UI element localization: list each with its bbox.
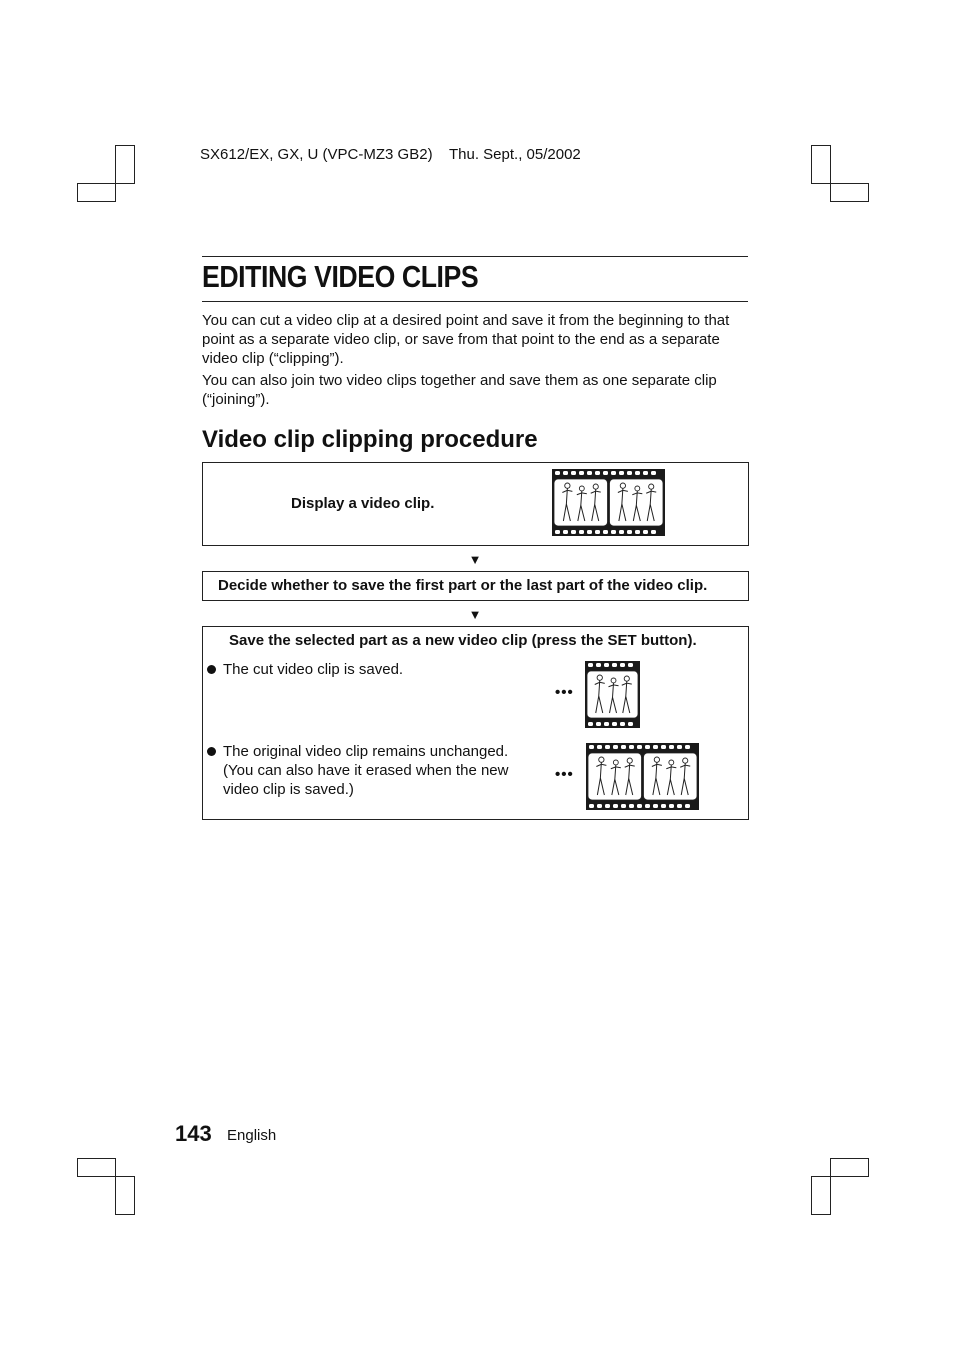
crop-mark-top-left-horizontal — [77, 183, 116, 202]
intro-paragraph-1: You can cut a video clip at a desired point and save it from the beginning to that point as a separate video clip, or save from that point to the end as a separate video clip (“clipping”). — [202, 312, 730, 367]
intro-paragraph-2: You can also join two video clips together and save them as one separate clip (“joining”). — [202, 372, 717, 408]
crop-mark-bottom-left-vertical — [115, 1176, 135, 1215]
step-2-text: Decide whether to save the first part or the last part of the video clip. — [218, 577, 708, 594]
crop-mark-bottom-left-horizontal — [77, 1158, 116, 1177]
title-rule-bottom — [202, 301, 748, 302]
filmstrip-icon — [552, 469, 665, 541]
header-date: Thu. Sept., 05/2002 — [448, 146, 581, 163]
page-number: 143 — [175, 1121, 212, 1146]
step-box-1 — [202, 462, 749, 546]
step-1-text: Display a video clip. — [291, 495, 435, 512]
bullet-item-cut-saved — [223, 660, 523, 679]
print-header — [200, 146, 581, 163]
crop-mark-top-right-horizontal — [830, 183, 869, 202]
section-title: Video clip clipping procedure — [202, 426, 538, 453]
bullet-text: The cut video clip is saved. — [223, 661, 404, 678]
title-rule-top — [202, 256, 748, 257]
filmstrip-icon — [586, 743, 699, 815]
header-model: SX612/EX, GX, U (VPC-MZ3 GB2) — [200, 146, 433, 163]
down-triangle-icon: ▼ — [468, 552, 482, 567]
crop-mark-top-right-vertical — [811, 145, 831, 184]
crop-mark-top-left-vertical — [115, 145, 135, 184]
filmstrip-icon — [585, 661, 640, 733]
ellipsis-1: ••• — [555, 684, 574, 701]
crop-mark-bottom-right-vertical — [811, 1176, 831, 1215]
bullet-icon — [207, 747, 216, 756]
ellipsis-2: ••• — [555, 766, 574, 783]
footer-language: English — [227, 1127, 277, 1144]
bullet-text: The original video clip remains unchanged. (You can also have it erased when the new video clip is saved.) — [223, 743, 509, 798]
crop-mark-bottom-right-horizontal — [830, 1158, 869, 1177]
page-title: EDITING VIDEO CLIPS — [202, 259, 479, 294]
step-3-text: Save the selected part as a new video clip (press the SET button). — [229, 632, 697, 649]
bullet-icon — [207, 665, 216, 674]
down-triangle-icon: ▼ — [468, 607, 482, 622]
bullet-item-original-unchanged — [223, 742, 528, 799]
